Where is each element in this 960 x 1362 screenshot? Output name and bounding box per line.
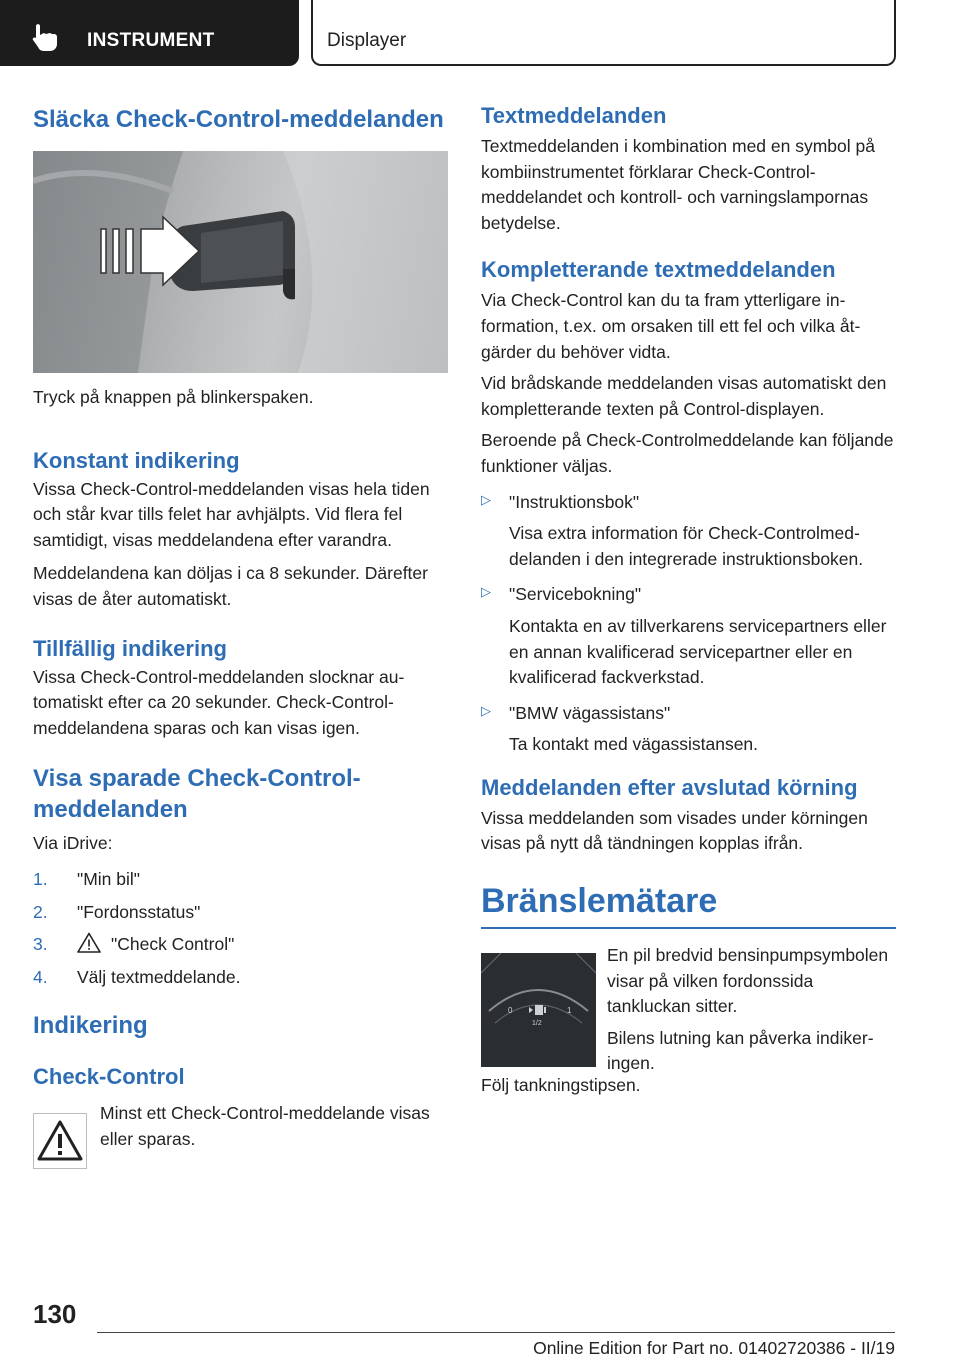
step-number: 3. xyxy=(33,934,48,955)
step-text: Välj textmeddelande. xyxy=(77,966,241,987)
fuel-gauge-text xyxy=(607,943,896,1077)
check-control-block xyxy=(33,1101,448,1171)
option-title: "Instruktionsbok" xyxy=(509,491,640,512)
list-item xyxy=(481,490,896,573)
list-item xyxy=(33,867,448,893)
bullet-triangle-icon: ▷ xyxy=(481,491,491,507)
bullet-triangle-icon: ▷ xyxy=(481,702,491,718)
left-column xyxy=(33,98,448,1171)
step-number: 2. xyxy=(33,901,48,922)
heading-kompletterande: Kompletterande textmeddelanden xyxy=(481,257,836,283)
step-number: 4. xyxy=(33,966,48,987)
page-number: 130 xyxy=(33,1299,77,1329)
paragraph-branslematare-2: Bilens lutning kan påverka indikeringen. xyxy=(607,1027,874,1074)
heading-check-control: Check-Control xyxy=(33,1064,185,1090)
chapter-tab xyxy=(0,0,299,66)
bullet-triangle-icon: ▷ xyxy=(481,584,491,600)
idrive-steps xyxy=(33,867,448,990)
option-text: Visa extra information för Check-Controlmeddelanden i den integrerade instruktionsboken. xyxy=(509,523,864,569)
list-item xyxy=(33,965,448,991)
step-text: "Check Control" xyxy=(111,934,235,955)
heading-textmeddelanden: Textmeddelanden xyxy=(481,103,667,128)
section-tab xyxy=(311,0,896,66)
list-item xyxy=(33,900,448,926)
paragraph-konstant-1: Vissa Check-Control-meddelanden visas hela tiden och står kvar tills felet har avhjälpts. Vid flera fel samtidigt, visas meddelandena efter varandra. xyxy=(33,478,430,550)
step-text: "Min bil" xyxy=(77,868,140,889)
warning-triangle-icon xyxy=(77,932,101,953)
gauge-label-full: 1 xyxy=(567,1006,572,1016)
section-label: Displayer xyxy=(327,30,407,51)
paragraph-kompletterande-2: Vid brådskande meddelanden visas automatiskt den kompletterande texten på Control-displayen. xyxy=(481,373,887,419)
footer-divider xyxy=(97,1332,895,1333)
paragraph-kompletterande-3: Beroende på Check-Controlmeddelande kan följande funktioner väljas. xyxy=(481,430,894,476)
gauge-label-half: 1/2 xyxy=(532,1020,542,1028)
paragraph-konstant-2: Meddelandena kan döljas i ca 8 sekunder. Därefter visas de åter automatiskt. xyxy=(33,563,428,609)
paragraph-tillfallig: Vissa Check-Control-meddelanden slocknar automatiskt efter ca 20 sekunder. Check-Control-meddelandena sparas och kan visas igen. xyxy=(33,666,405,738)
via-idrive: Via iDrive: xyxy=(33,833,113,854)
heading-indikering: Indikering xyxy=(33,1012,148,1040)
right-column xyxy=(481,98,896,1099)
list-item xyxy=(481,582,896,690)
heading-efter-korning: Meddelanden efter avslutad körning xyxy=(481,774,858,800)
heading-tillfallig: Tillfällig indikering xyxy=(33,635,227,661)
list-item xyxy=(33,932,448,958)
heading-visa: Visa sparade Check-Control-meddelanden xyxy=(33,765,361,824)
gauge-label-empty: 0 xyxy=(508,1006,513,1016)
paragraph-kompletterande-1: Via Check-Control kan du ta fram ytterligare information, t.ex. om orsaken till ett fel och vilka åtgärder du behöver vidta. xyxy=(481,290,861,362)
option-text: Kontakta en av tillverkarens servicepartners eller en annan kvalificerad servicepartner eller en kvalificerad fackverkstad. xyxy=(509,615,887,688)
heading-slacka: Släcka Check-Control-meddelanden xyxy=(33,106,444,133)
heading-konstant: Konstant indikering xyxy=(33,447,240,473)
edition-line: Online Edition for Part no. 01402720386 - II/19 xyxy=(533,1338,895,1358)
paragraph-branslematare-3: Följ tankningstipsen. xyxy=(481,1075,641,1096)
page-header xyxy=(0,0,960,66)
figure-caption: Tryck på knappen på blinkerspaken. xyxy=(33,387,314,407)
check-control-warning-icon xyxy=(33,1113,87,1169)
hand-pointer-icon xyxy=(28,22,64,52)
turn-signal-stalk-illustration xyxy=(33,151,448,373)
heading-branslematare: Bränslemätare xyxy=(481,879,896,929)
paragraph-check-control: Minst ett Check-Control-meddelande visas eller sparas. xyxy=(100,1103,430,1149)
option-text: Ta kontakt med vägassistansen. xyxy=(509,734,759,755)
paragraph-branslematare-1: En pil bredvid bensinpumpsymbolen visar på vilken fordonssida tankluckan sitter. xyxy=(607,945,889,1017)
option-title: "Servicebokning" xyxy=(509,584,642,605)
fuel-gauge-figure xyxy=(481,953,596,1067)
fuel-gauge-illustration xyxy=(481,953,596,1067)
chapter-label: INSTRUMENT xyxy=(87,30,215,51)
step-number: 1. xyxy=(33,868,48,889)
stalk-button-figure xyxy=(33,151,448,373)
paragraph-efter-korning: Vissa meddelanden som visades under körningen visas på nytt då tändningen kopplas ifrån. xyxy=(481,807,868,854)
paragraph-textmeddelanden: Textmeddelanden i kombination med en symbol på kombiinstrumentet förklarar Check-Control-meddelandet och kontroll- och varningslampornas betydelse. xyxy=(481,136,875,233)
list-item xyxy=(481,701,896,758)
option-title: "BMW vägassistans" xyxy=(509,702,671,723)
step-text: "Fordonsstatus" xyxy=(77,901,201,922)
function-options xyxy=(481,490,896,758)
fuel-gauge-block xyxy=(481,945,896,1074)
